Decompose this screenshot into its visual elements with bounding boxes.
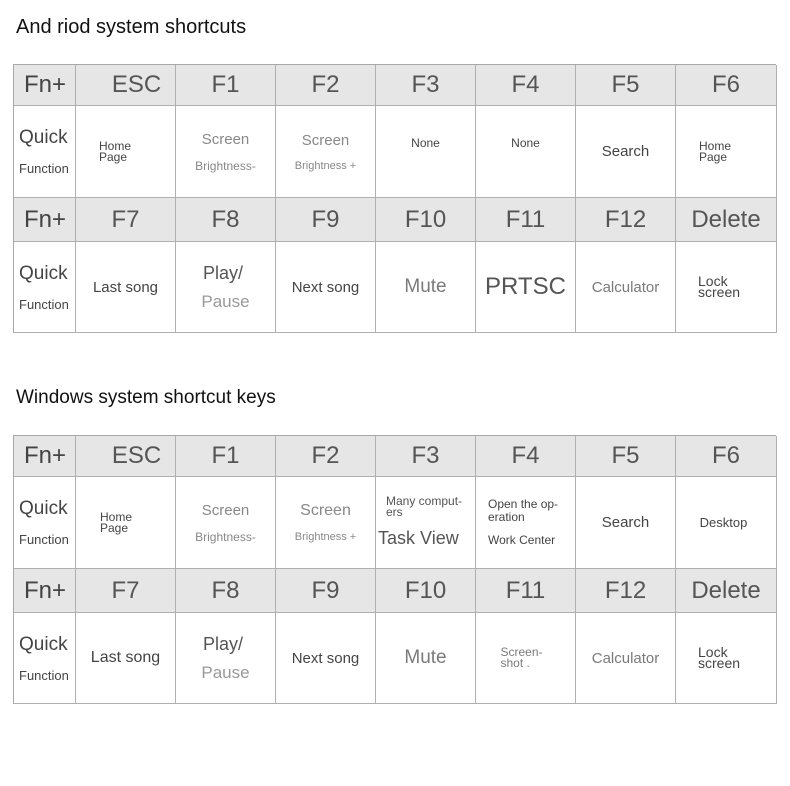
f11-function-text: PRTSC [485, 273, 566, 300]
f1-function-line1: Screen [201, 501, 250, 519]
f5-function-text: Search [601, 514, 650, 531]
header-esc: ESC [76, 65, 176, 106]
f1-function-line1: Screen [201, 130, 250, 148]
android-shortcut-table [13, 64, 776, 333]
f10-function-text: Mute [404, 647, 447, 668]
esc-function [76, 477, 176, 569]
esc-function [76, 106, 176, 198]
f8-function-line1: Play/ [202, 633, 244, 654]
header-f6: F6 [676, 65, 777, 106]
f12-function [576, 242, 676, 333]
esc-function-text: Home Page [99, 138, 132, 164]
f2-function-line1: Screen [300, 502, 351, 519]
f6-function [676, 106, 777, 198]
f8-function-line1: Play/ [202, 262, 244, 283]
f1-function [176, 477, 276, 569]
windows-shortcut-table [13, 435, 776, 704]
quick-function-label [14, 106, 76, 198]
header-f1: F1 [176, 65, 276, 106]
f4-function-line2: Work Center [488, 533, 556, 547]
header-fn: Fn+ [14, 436, 76, 477]
f9-function-text: Next song [291, 278, 360, 296]
function-label: Function [19, 296, 69, 312]
header-f10: F10 [376, 569, 476, 613]
header-f5: F5 [576, 65, 676, 106]
f10-function-text: Mute [404, 276, 447, 297]
header-f11: F11 [476, 569, 576, 613]
header-f9: F9 [276, 569, 376, 613]
f4-function [476, 106, 576, 198]
f8-function [176, 242, 276, 333]
header-f4: F4 [476, 436, 576, 477]
f8-function-line2: Pause [201, 662, 250, 682]
esc-function-text: Home Page [100, 509, 133, 535]
header-f2: F2 [276, 436, 376, 477]
f11-function-text: Screen-shot . [500, 645, 543, 670]
f2-function [276, 477, 376, 569]
quick-label: Quick [19, 127, 68, 148]
f7-function-text: Last song [90, 649, 161, 666]
header-esc: ESC [76, 436, 176, 477]
header-fn-2: Fn+ [14, 569, 76, 613]
header-f6: F6 [676, 436, 777, 477]
quick-function-label [14, 477, 76, 569]
f12-function [576, 613, 676, 704]
quick-label: Quick [19, 498, 68, 519]
f3-function [376, 106, 476, 198]
f10-function [376, 242, 476, 333]
header-f2: F2 [276, 65, 376, 106]
f9-function [276, 242, 376, 333]
f9-function-text: Next song [291, 649, 360, 667]
f7-function-text: Last song [92, 278, 159, 296]
header-f8: F8 [176, 198, 276, 242]
header-f11: F11 [476, 198, 576, 242]
f3-function-text: None [411, 136, 440, 150]
f5-function [576, 477, 676, 569]
header-delete: Delete [676, 569, 777, 613]
function-label: Function [19, 161, 69, 176]
header-fn-2: Fn+ [14, 198, 76, 242]
header-delete: Delete [676, 198, 777, 242]
f11-function [476, 242, 576, 333]
f11-function [476, 613, 576, 704]
header-f4: F4 [476, 65, 576, 106]
f8-function-line2: Pause [201, 291, 250, 311]
f8-function [176, 613, 276, 704]
header-f3: F3 [376, 65, 476, 106]
f4-function-text: None [511, 136, 540, 150]
quick-label: Quick [19, 633, 68, 655]
f12-function-text: Calculator [591, 649, 660, 667]
f2-function-line2: Brightness + [294, 159, 357, 172]
header-f7: F7 [76, 569, 176, 613]
f4-function [476, 477, 576, 569]
f4-function-line1: Open the op-eration [488, 497, 559, 524]
f6-function-text: Home Page [699, 138, 732, 164]
header-f12: F12 [576, 198, 676, 242]
f7-function [76, 613, 176, 704]
header-f5: F5 [576, 436, 676, 477]
quick-function-label-2 [14, 242, 76, 333]
f1-function-line2: Brightness- [195, 158, 256, 173]
delete-function [676, 242, 777, 333]
function-label: Function [19, 667, 69, 683]
android-section-title: And riod system shortcuts [16, 16, 247, 38]
f2-function [276, 106, 376, 198]
quick-function-label-2 [14, 613, 76, 704]
f9-function [276, 613, 376, 704]
header-f10: F10 [376, 198, 476, 242]
f10-function [376, 613, 476, 704]
header-f3: F3 [376, 436, 476, 477]
f6-function-text: Desktop [699, 515, 748, 530]
f6-function [676, 477, 777, 569]
delete-function-text: Lock screen [698, 273, 741, 300]
f7-function [76, 242, 176, 333]
header-f9: F9 [276, 198, 376, 242]
f5-function-text: Search [601, 143, 650, 160]
function-label: Function [19, 532, 69, 547]
f1-function-line2: Brightness- [195, 529, 256, 544]
f12-function-text: Calculator [591, 278, 660, 296]
f3-function [376, 477, 476, 569]
f1-function [176, 106, 276, 198]
header-f7: F7 [76, 198, 176, 242]
f3-function-line1: Many comput-ers [386, 494, 463, 519]
header-f8: F8 [176, 569, 276, 613]
quick-label: Quick [19, 262, 68, 284]
header-f12: F12 [576, 569, 676, 613]
f2-function-line1: Screen [301, 131, 350, 149]
windows-section-title: Windows system shortcut keys [16, 387, 276, 408]
delete-function [676, 613, 777, 704]
delete-function-text: Lock screen [698, 644, 741, 671]
f5-function [576, 106, 676, 198]
header-fn: Fn+ [14, 65, 76, 106]
f3-function-line2: Task View [378, 528, 459, 548]
f2-function-line2: Brightness + [294, 531, 357, 543]
header-f1: F1 [176, 436, 276, 477]
